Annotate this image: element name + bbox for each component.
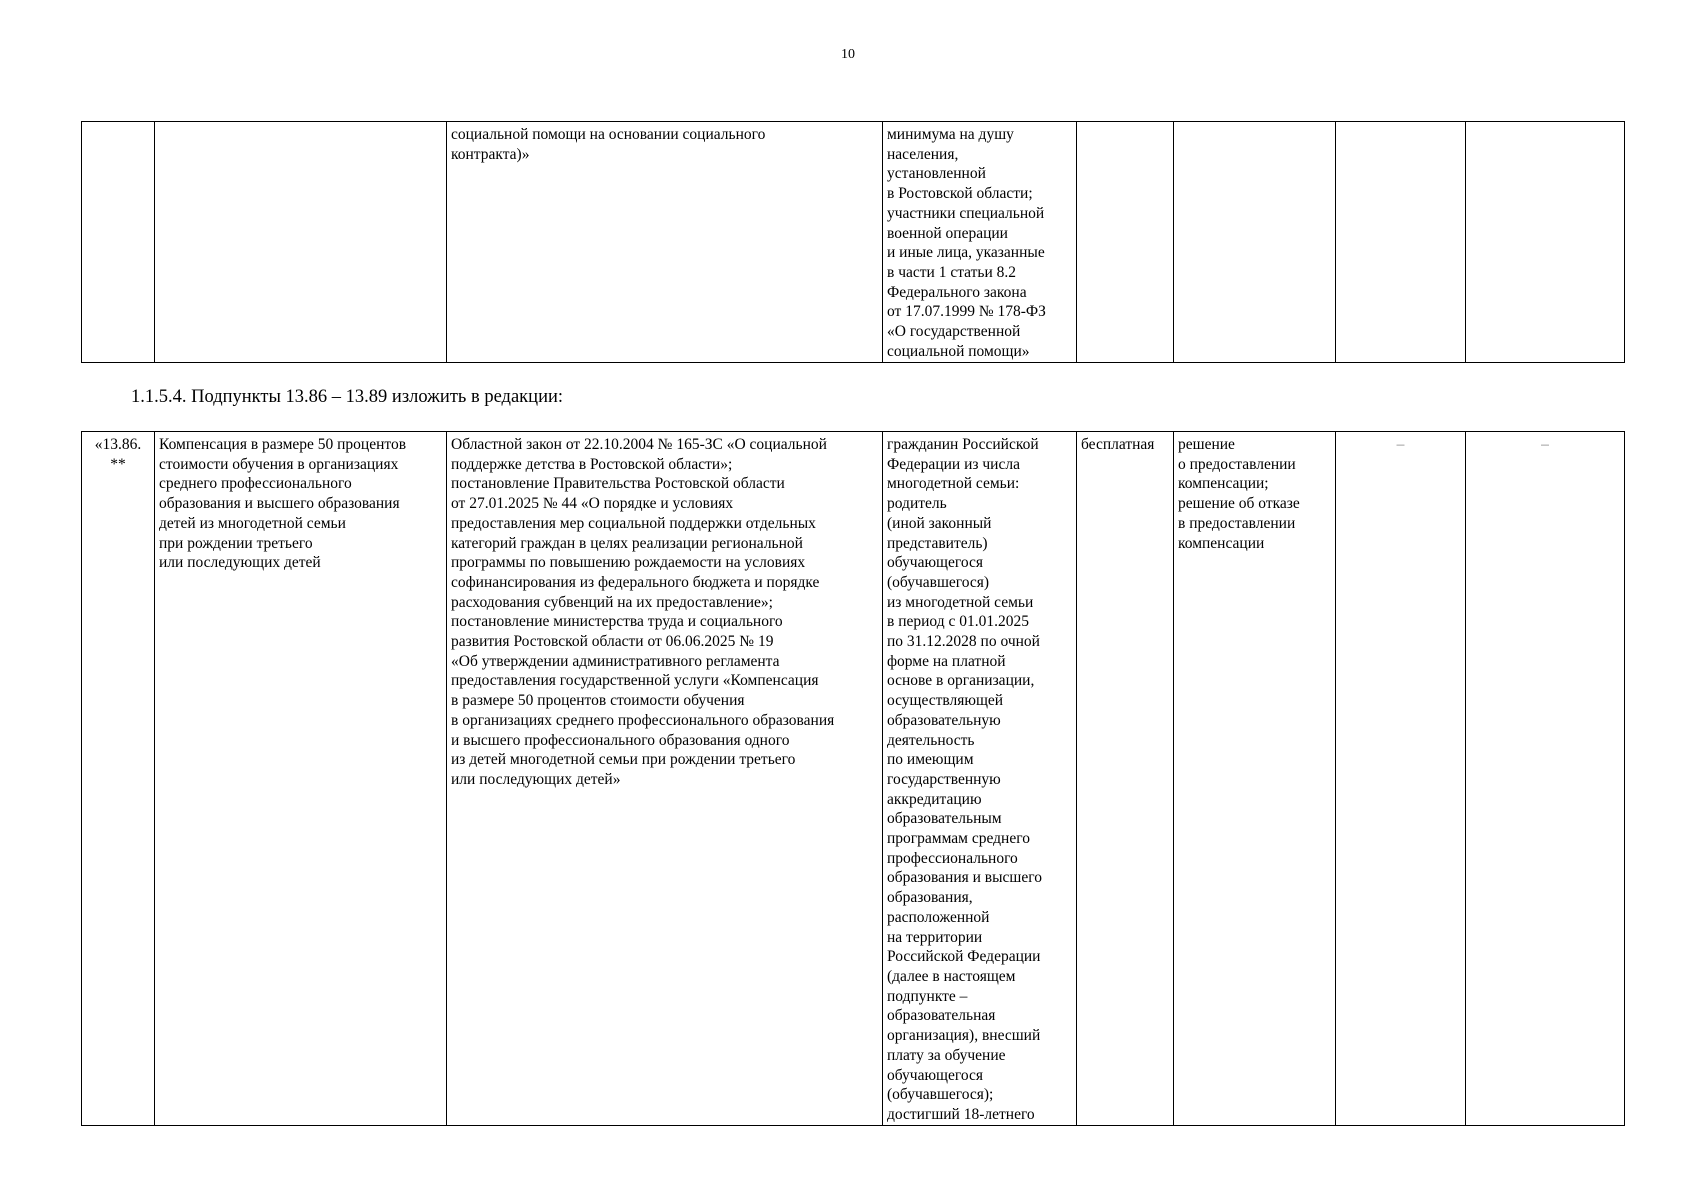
table-row — [82, 122, 1625, 363]
cell-number: «13.86. ** — [82, 432, 155, 1126]
cell-result: решение о предоставлении компенсации; решение об отказе в предоставлении компенсации — [1174, 432, 1336, 1126]
cell-col8: – — [1466, 432, 1625, 1126]
continued-table — [81, 121, 1625, 363]
cell-legal-basis: социальной помощи на основании социального контракта)» — [447, 122, 883, 363]
cell-col7 — [1336, 122, 1466, 363]
cell-name — [155, 122, 447, 363]
table-row — [82, 432, 1625, 1126]
cell-name: Компенсация в размере 50 процентов стоимости обучения в организациях среднего профессионального образования и высшего образования детей из многодетной семьи при рождении третьего или последующих детей — [155, 432, 447, 1126]
cell-recipients: гражданин Российской Федерации из числа многодетной семьи: родитель (иной законный представитель) обучающегося (обучавшегося) из многодетной семьи в период с 01.01.2025 по 31.12.2028 по очной форме на платной основе в организации, осуществляющей образовательную деятельность по имеющим государственную аккредитацию образовательным программам среднего профессионального образования и высшего образования, расположенной на территории Российской Федерации (далее в настоящем подпункте – образовательная организация), внесший плату за обучение обучающегося (обучавшегося); достигший 18-летнего — [883, 432, 1077, 1126]
cell-cost — [1077, 122, 1174, 363]
cell-col8 — [1466, 122, 1625, 363]
cell-col7: – — [1336, 432, 1466, 1126]
cell-number — [82, 122, 155, 363]
cell-legal-basis: Областной закон от 22.10.2004 № 165-ЗС «О социальной поддержке детства в Ростовской области»; постановление Правительства Ростовской области от 27.01.2025 № 44 «О порядке и условиях предоставления мер социальной поддержки отдельных категорий граждан в целях реализации региональной программы по повышению рождаемости на условиях софинансирования из федерального бюджета и порядке расходования субвенций на их предоставление»; постановление министерства труда и социального развития Ростовской области от 06.06.2025 № 19 «Об утверждении административного регламента предоставления государственной услуги «Компенсация в размере 50 процентов стоимости обучения в организациях среднего профессионального образования и высшего профессионального образования одного из детей многодетной семьи при рождении третьего или последующих детей» — [447, 432, 883, 1126]
cell-cost: бесплатная — [1077, 432, 1174, 1126]
services-table — [81, 431, 1625, 1126]
page-number: 10 — [841, 47, 855, 62]
amendment-paragraph: 1.1.5.4. Подпункты 13.86 – 13.89 изложить в редакции: — [131, 387, 564, 407]
cell-recipients: минимума на душу населения, установленной в Ростовской области; участники специальной военной операции и иные лица, указанные в части 1 статьи 8.2 Федерального закона от 17.07.1999 № 178-ФЗ «О государственной социальной помощи» — [883, 122, 1077, 363]
cell-result — [1174, 122, 1336, 363]
